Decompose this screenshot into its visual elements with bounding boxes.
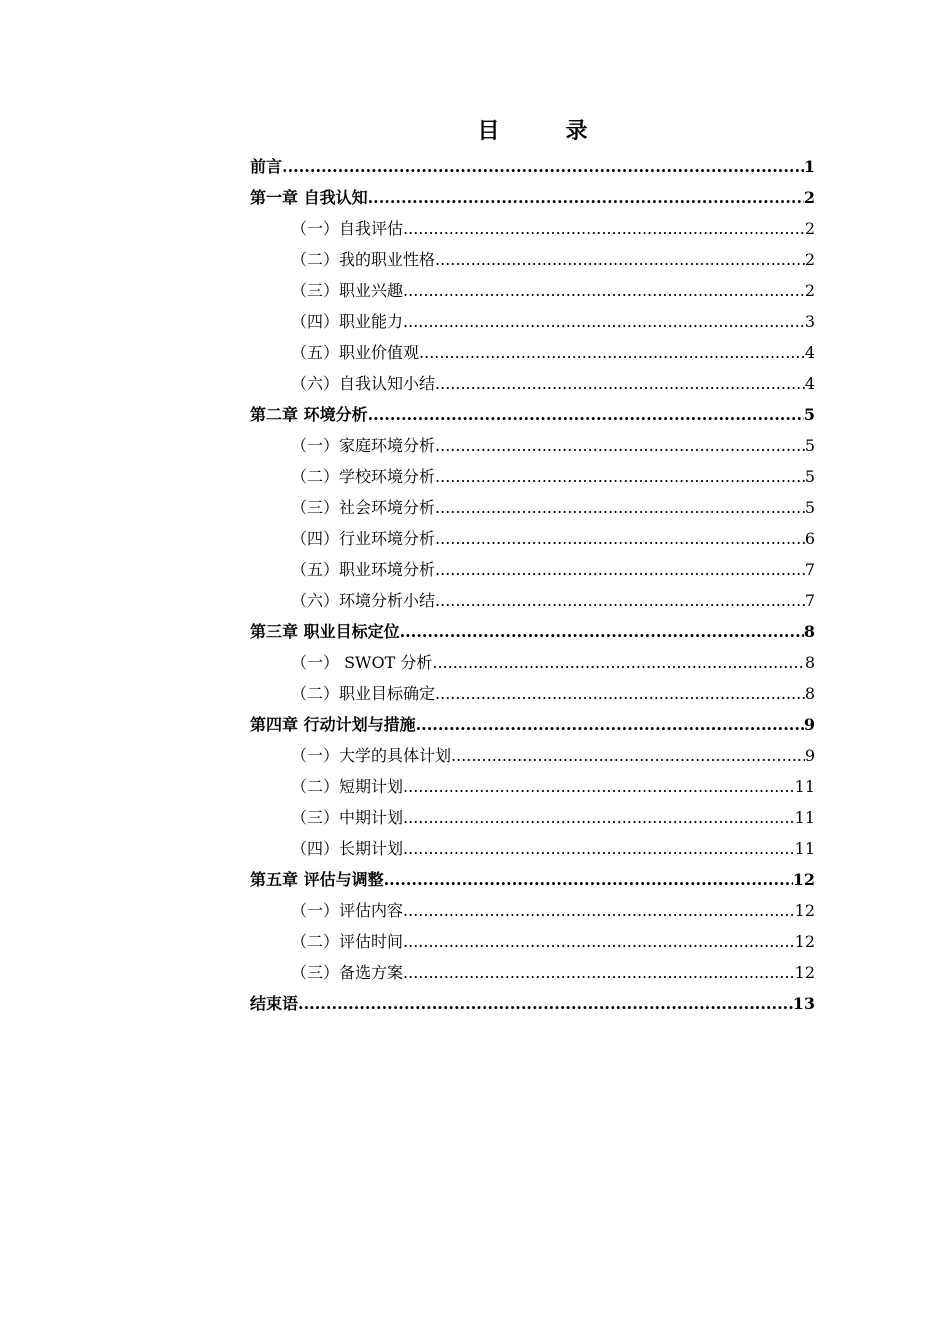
toc-leader-dots <box>403 281 805 301</box>
toc-entry-label: （四）行业环境分析 <box>291 529 436 548</box>
toc-section-entry[interactable] <box>250 456 815 487</box>
toc-leader-dots <box>384 870 793 890</box>
toc-leader-dots <box>435 498 805 518</box>
toc-entry-page-number: 11 <box>794 777 815 796</box>
toc-section-entry[interactable] <box>250 487 815 518</box>
toc-leader-dots <box>432 653 804 673</box>
toc-leader-dots <box>435 529 805 549</box>
toc-entry-label: （一） SWOT 分析 <box>291 653 433 672</box>
toc-entry-page-number: 5 <box>804 498 815 517</box>
toc-chapter-entry[interactable] <box>250 704 815 735</box>
toc-entry-page-number: 2 <box>804 250 815 269</box>
toc-entry-label: （六）自我认知小结 <box>291 374 436 393</box>
toc-leader-dots <box>435 684 805 704</box>
toc-entry-page-number: 8 <box>804 653 815 672</box>
toc-entry-page-number: 7 <box>804 560 815 579</box>
toc-section-entry[interactable] <box>250 549 815 580</box>
toc-leader-dots <box>419 343 805 363</box>
toc-leader-dots <box>435 374 805 394</box>
toc-entry-page-number: 8 <box>803 622 815 641</box>
toc-entry-label: 第五章 评估与调整 <box>250 870 384 889</box>
toc-section-entry[interactable] <box>250 518 815 549</box>
toc-leader-dots <box>403 312 805 332</box>
toc-leader-dots <box>368 188 804 208</box>
toc-entry-page-number: 4 <box>804 374 815 393</box>
toc-entry-page-number: 5 <box>803 405 815 424</box>
toc-leader-dots <box>403 777 795 797</box>
toc-entry-page-number: 8 <box>804 684 815 703</box>
toc-leader-dots <box>403 808 795 828</box>
toc-leader-dots <box>451 746 805 766</box>
toc-entry-label: （四）职业能力 <box>291 312 404 331</box>
toc-entry-label: （二）评估时间 <box>291 932 404 951</box>
toc-chapter-entry[interactable] <box>250 859 815 890</box>
toc-entry-label: 第二章 环境分析 <box>250 405 368 424</box>
toc-entry-label: （二）短期计划 <box>291 777 404 796</box>
toc-chapter-entry[interactable] <box>250 983 815 1014</box>
toc-entry-label: （三）职业兴趣 <box>291 281 404 300</box>
toc-entry-label: （一）评估内容 <box>291 901 404 920</box>
toc-entry-label: （三）中期计划 <box>291 808 404 827</box>
toc-section-entry[interactable] <box>250 208 815 239</box>
toc-section-entry[interactable] <box>250 828 815 859</box>
toc-leader-dots <box>435 560 805 580</box>
toc-entry-page-number: 9 <box>804 746 815 765</box>
toc-entry-label: 第四章 行动计划与措施 <box>250 715 416 734</box>
toc-chapter-entry[interactable] <box>250 146 815 177</box>
toc-section-entry[interactable] <box>250 580 815 611</box>
toc-leader-dots <box>435 250 805 270</box>
toc-section-entry[interactable] <box>250 642 815 673</box>
toc-entry-label: 第三章 职业目标定位 <box>250 622 400 641</box>
toc-leader-dots <box>435 467 805 487</box>
toc-entry-label: 第一章 自我认知 <box>250 188 368 207</box>
toc-entry-page-number: 11 <box>794 808 815 827</box>
toc-entry-label: （一）家庭环境分析 <box>291 436 436 455</box>
toc-entry-label: （二）学校环境分析 <box>291 467 436 486</box>
toc-entry-label: （五）职业环境分析 <box>291 560 436 579</box>
toc-entry-page-number: 12 <box>794 932 815 951</box>
toc-entry-page-number: 3 <box>804 312 815 331</box>
toc-entry-page-number: 2 <box>804 219 815 238</box>
toc-entry-label: （三）社会环境分析 <box>291 498 436 517</box>
toc-entry-page-number: 4 <box>804 343 815 362</box>
toc-leader-dots <box>435 436 805 456</box>
toc-leader-dots <box>400 622 804 642</box>
toc-leader-dots <box>403 219 805 239</box>
toc-section-entry[interactable] <box>250 270 815 301</box>
toc-entry-page-number: 2 <box>804 281 815 300</box>
toc-entry-page-number: 7 <box>804 591 815 610</box>
toc-entry-label: （五）职业价值观 <box>291 343 420 362</box>
toc-leader-dots <box>298 994 793 1014</box>
toc-entry-page-number: 12 <box>794 901 815 920</box>
toc-leader-dots <box>368 405 804 425</box>
toc-leader-dots <box>403 963 795 983</box>
toc-chapter-entry[interactable] <box>250 394 815 425</box>
toc-section-entry[interactable] <box>250 673 815 704</box>
toc-section-entry[interactable] <box>250 332 815 363</box>
toc-leader-dots <box>403 901 795 921</box>
toc-entry-page-number: 12 <box>792 870 815 889</box>
toc-section-entry[interactable] <box>250 797 815 828</box>
toc-section-entry[interactable] <box>250 239 815 270</box>
toc-entry-page-number: 13 <box>792 994 815 1013</box>
toc-section-entry[interactable] <box>250 301 815 332</box>
toc-entry-label: （六）环境分析小结 <box>291 591 436 610</box>
toc-entry-page-number: 5 <box>804 467 815 486</box>
toc-section-entry[interactable] <box>250 921 815 952</box>
toc-entry-label: （一）大学的具体计划 <box>291 746 452 765</box>
toc-entry-label: 前言 <box>250 157 283 176</box>
toc-entry-label: 结束语 <box>250 994 299 1013</box>
toc-leader-dots <box>282 157 804 177</box>
toc-entry-page-number: 5 <box>804 436 815 455</box>
toc-section-entry[interactable] <box>250 766 815 797</box>
toc-entry-page-number: 12 <box>794 963 815 982</box>
toc-entry-page-number: 11 <box>794 839 815 858</box>
toc-leader-dots <box>403 839 795 859</box>
toc-entry-label: （二）我的职业性格 <box>291 250 436 269</box>
toc-entry-label: （一）自我评估 <box>291 219 404 238</box>
toc-chapter-entry[interactable] <box>250 611 815 642</box>
toc-entry-page-number: 2 <box>803 188 815 207</box>
toc-section-entry[interactable] <box>250 952 815 983</box>
toc-entry-page-number: 9 <box>803 715 815 734</box>
toc-leader-dots <box>403 932 795 952</box>
toc-section-entry[interactable] <box>250 425 815 456</box>
toc-entry-label: （四）长期计划 <box>291 839 404 858</box>
toc-list <box>250 146 815 1014</box>
toc-leader-dots <box>435 591 805 611</box>
toc-entry-label: （三）备选方案 <box>291 963 404 982</box>
toc-entry-page-number: 1 <box>803 157 815 176</box>
toc-entry-label: （二）职业目标确定 <box>291 684 436 703</box>
toc-leader-dots <box>416 715 804 735</box>
toc-section-entry[interactable] <box>250 363 815 394</box>
toc-entry-page-number: 6 <box>804 529 815 548</box>
toc-chapter-entry[interactable] <box>250 177 815 208</box>
toc-title: 目 录 <box>477 118 610 144</box>
toc-section-entry[interactable] <box>250 890 815 921</box>
toc-section-entry[interactable] <box>250 735 815 766</box>
